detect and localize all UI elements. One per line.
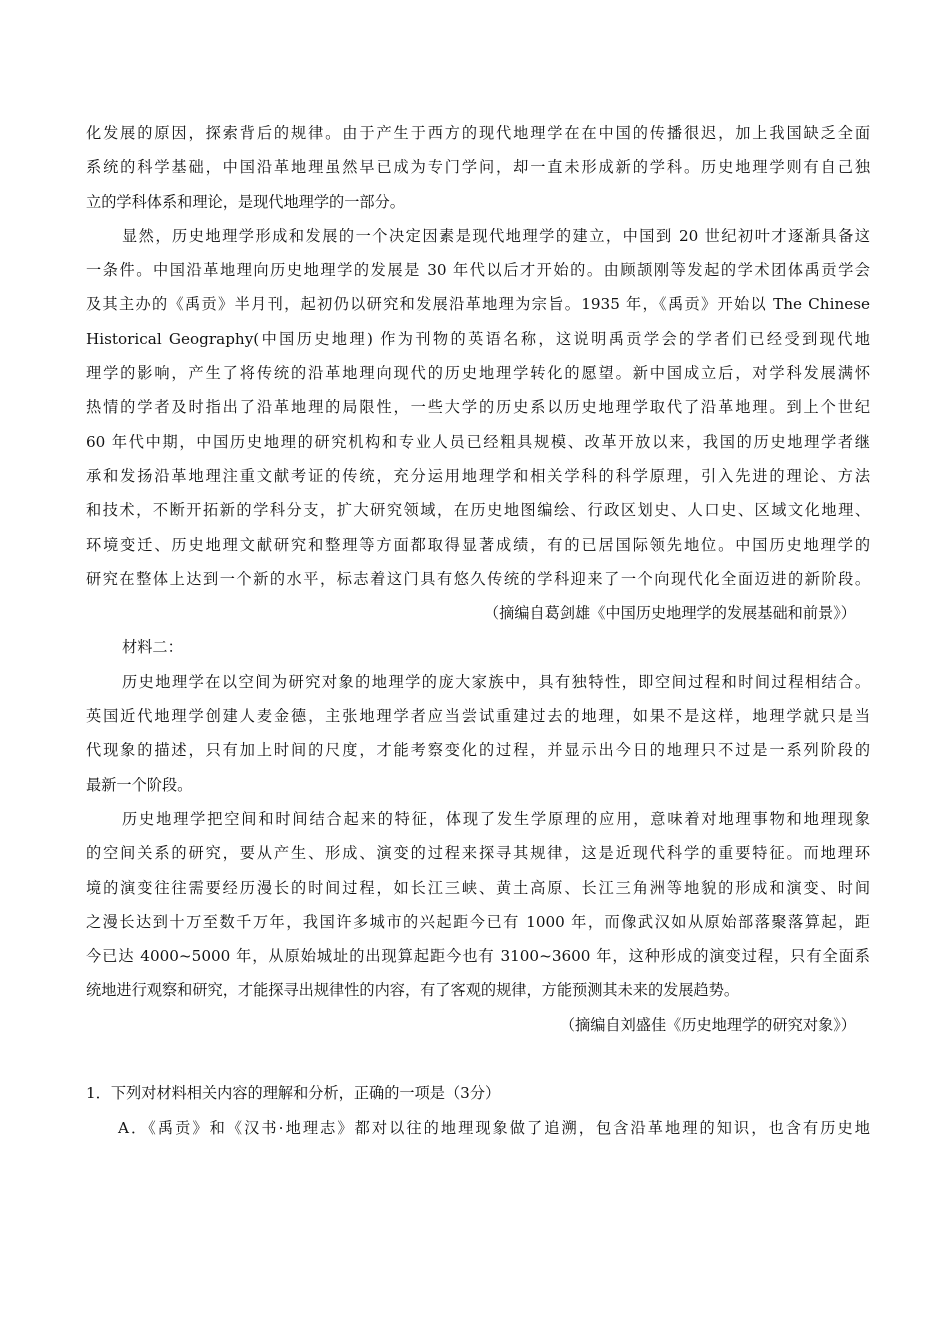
paragraph-2-line: Historical Geography(中国历史地理) 作为刊物的英语名称，这说明禹贡学会的学者们已经受到现代地 [86,329,870,348]
paragraph-2-line: 理学的影响，产生了将传统的沿革地理向现代的历史地理学转化的愿望。新中国成立后，对学科发展满怀 [86,364,870,383]
paragraph-2-line: 研究在整体上达到一个新的水平，标志着这门具有悠久传统的学科迎来了一个向现代化全面迈进的新阶段。 [86,569,870,588]
paragraph-4-line: 的空间关系的研究，要从产生、形成、演变的过程来探寻其规律，这是近现代科学的重要特征。而地理环 [86,844,870,863]
paragraph-1-line: 立的学科体系和理论，是现代地理学的一部分。 [86,192,405,211]
paragraph-3-line: 最新一个阶段。 [86,775,193,794]
paragraph-4-line: 统地进行观察和研究，才能探寻出规律性的内容，有了客观的规律，方能预测其未来的发展趋势。 [86,981,740,1000]
paragraph-3-line: 历史地理学在以空间为研究对象的地理学的庞大家族中，具有独特性，即空间过程和时间过程相结合。 [122,672,870,691]
source-citation-2: （摘编自刘盛佳《历史地理学的研究对象》） [559,1015,856,1034]
paragraph-4-line: 今已达 4000~5000 年，从原始城址的出现算起距今也有 3100~3600 年，这种形成的演变过程，只有全面系 [86,947,870,966]
paragraph-4-line: 之漫长达到十万至数千万年，我国许多城市的兴起距今已有 1000 年，而像武汉如从原始部落聚落算起，距 [86,912,870,931]
paragraph-3-line: 代现象的描述，只有加上时间的尺度，才能考察变化的过程，并显示出今日的地理只不过是一系列阶段的 [86,741,870,760]
paragraph-1-line: 系统的科学基础，中国沿革地理虽然早已成为专门学问，却一直未形成新的学科。历史地理学则有自己独 [86,158,870,177]
paragraph-2-line: 一条件。中国沿革地理向历史地理学的发展是 30 年代以后才开始的。由顾颉刚等发起的学术团体禹贡学会 [86,261,870,280]
blank-spacer [86,1042,870,1076]
paragraph-2-line: 及其主办的《禹贡》半月刊，起初仍以研究和发展沿革地理为宗旨。1935 年，《禹贡》开始以 The Chinese [86,295,870,314]
question-stem: 1．下列对材料相关内容的理解和分析，正确的一项是（3分） [86,1084,501,1103]
paragraph-3-line: 英国近代地理学创建人麦金德，主张地理学者应当尝试重建过去的地理，如果不是这样，地理学就只是当 [86,707,870,726]
paragraph-4-line: 历史地理学把空间和时间结合起来的特征，体现了发生学原理的应用，意味着对地理事物和地理现象 [122,809,870,828]
source-citation-1: （摘编自葛剑雄《中国历史地理学的发展基础和前景》） [483,604,856,623]
paragraph-2-line: 60 年代中期，中国历史地理的研究机构和专业人员已经粗具规模、改革开放以来，我国的历史地理学者继 [86,432,870,451]
paragraph-4-line: 境的演变往往需要经历漫长的时间过程，如长江三峡、黄土高原、长江三角洲等地貌的形成和演变、时间 [86,878,870,897]
paragraph-2-line: 显然，历史地理学形成和发展的一个决定因素是现代地理学的建立，中国到 20 世纪初叶才逐渐具备这 [122,226,870,245]
paragraph-2-line: 承和发扬沿革地理注重文献考证的传统，充分运用地理学和相关学科的科学原理，引入先进的理论、方法 [86,466,870,485]
document-page [86,116,870,1145]
paragraph-2-line: 热情的学者及时指出了沿革地理的局限性，一些大学的历史系以历史地理学取代了沿革地理。到上个世纪 [86,398,870,417]
material-2-heading: 材料二： [122,638,183,657]
paragraph-2-line: 环境变迁、历史地理文献研究和整理等方面都取得显著成绩，有的已居国际领先地位。中国历史地理学的 [86,535,870,554]
paragraph-1-line: 化发展的原因，探索背后的规律。由于产生于西方的现代地理学在在中国的传播很迟，加上我国缺乏全面 [86,124,870,142]
question-option-a: A．《禹贡》和《汉书·地理志》都对以往的地理现象做了追溯，包含沿革地理的知识，也含有历史地 [118,1118,870,1137]
paragraph-2-line: 和技术，不断开拓新的学科分支，扩大研究领域，在历史地图编绘、行政区划史、人口史、区域文化地理、 [86,501,870,520]
